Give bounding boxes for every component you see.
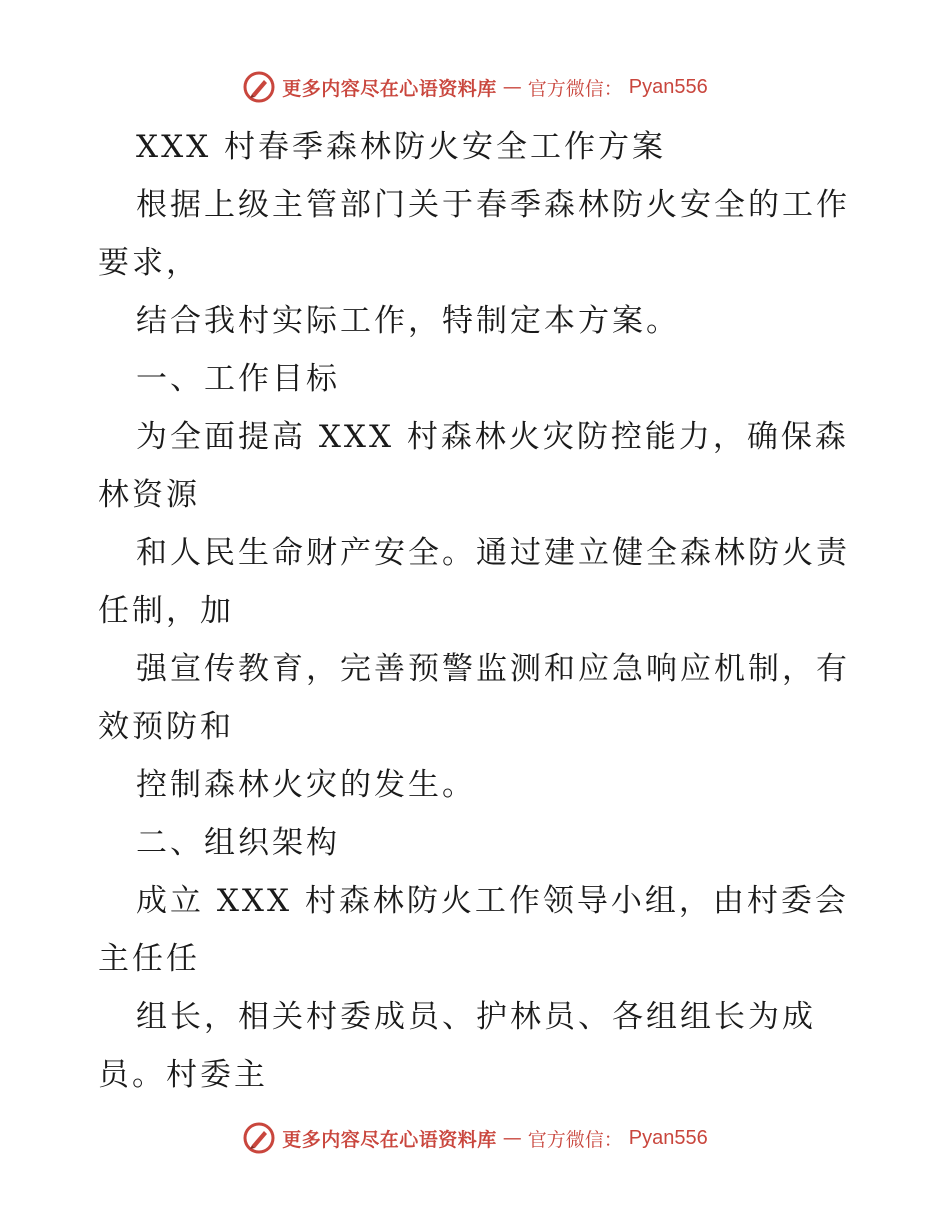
text-line: 员。村委主	[98, 1057, 268, 1093]
text-line: 要求，	[98, 245, 200, 281]
text-line: 效预防和	[98, 709, 234, 745]
banner-wechat-id: Pyan556	[628, 1126, 708, 1149]
pen-logo-icon	[242, 1121, 276, 1155]
text-line: 控制森林火灾的发生。	[136, 767, 476, 803]
text-line: 成立 XXX 村森林防火工作领导小组，由村委会	[136, 883, 849, 919]
banner-wechat-label: 官方微信：	[527, 1128, 623, 1151]
text-line: 根据上级主管部门关于春季森林防火安全的工作	[136, 187, 850, 223]
header-watermark-banner	[0, 70, 950, 110]
banner-slogan: 更多内容尽在心语资料库	[282, 77, 497, 100]
text-line: 和人民生命财产安全。通过建立健全森林防火责	[136, 535, 850, 571]
footer-watermark-banner	[0, 1121, 950, 1161]
pen-logo-icon	[242, 70, 276, 104]
text-line: 为全面提高 XXX 村森林火灾防控能力，确保森	[136, 419, 849, 455]
text-line: 二、组织架构	[136, 825, 340, 861]
banner-slogan: 更多内容尽在心语资料库	[282, 1128, 497, 1151]
text-line: 主任任	[98, 941, 200, 977]
text-line: 结合我村实际工作，特制定本方案。	[136, 303, 680, 339]
banner-separator: —	[502, 76, 522, 98]
text-line: 强宣传教育，完善预警监测和应急响应机制，有	[136, 651, 850, 687]
text-line: 组长，相关村委成员、护林员、各组组长为成	[136, 999, 816, 1035]
banner-separator: —	[502, 1127, 522, 1149]
banner-wechat-label: 官方微信：	[527, 77, 623, 100]
document-body	[98, 118, 858, 1104]
text-line: 一、工作目标	[136, 361, 340, 397]
text-line: XXX 村春季森林防火安全工作方案	[136, 129, 667, 165]
text-line: 任制，加	[98, 593, 234, 629]
banner-wechat-id: Pyan556	[628, 75, 708, 98]
text-line: 林资源	[98, 477, 200, 513]
